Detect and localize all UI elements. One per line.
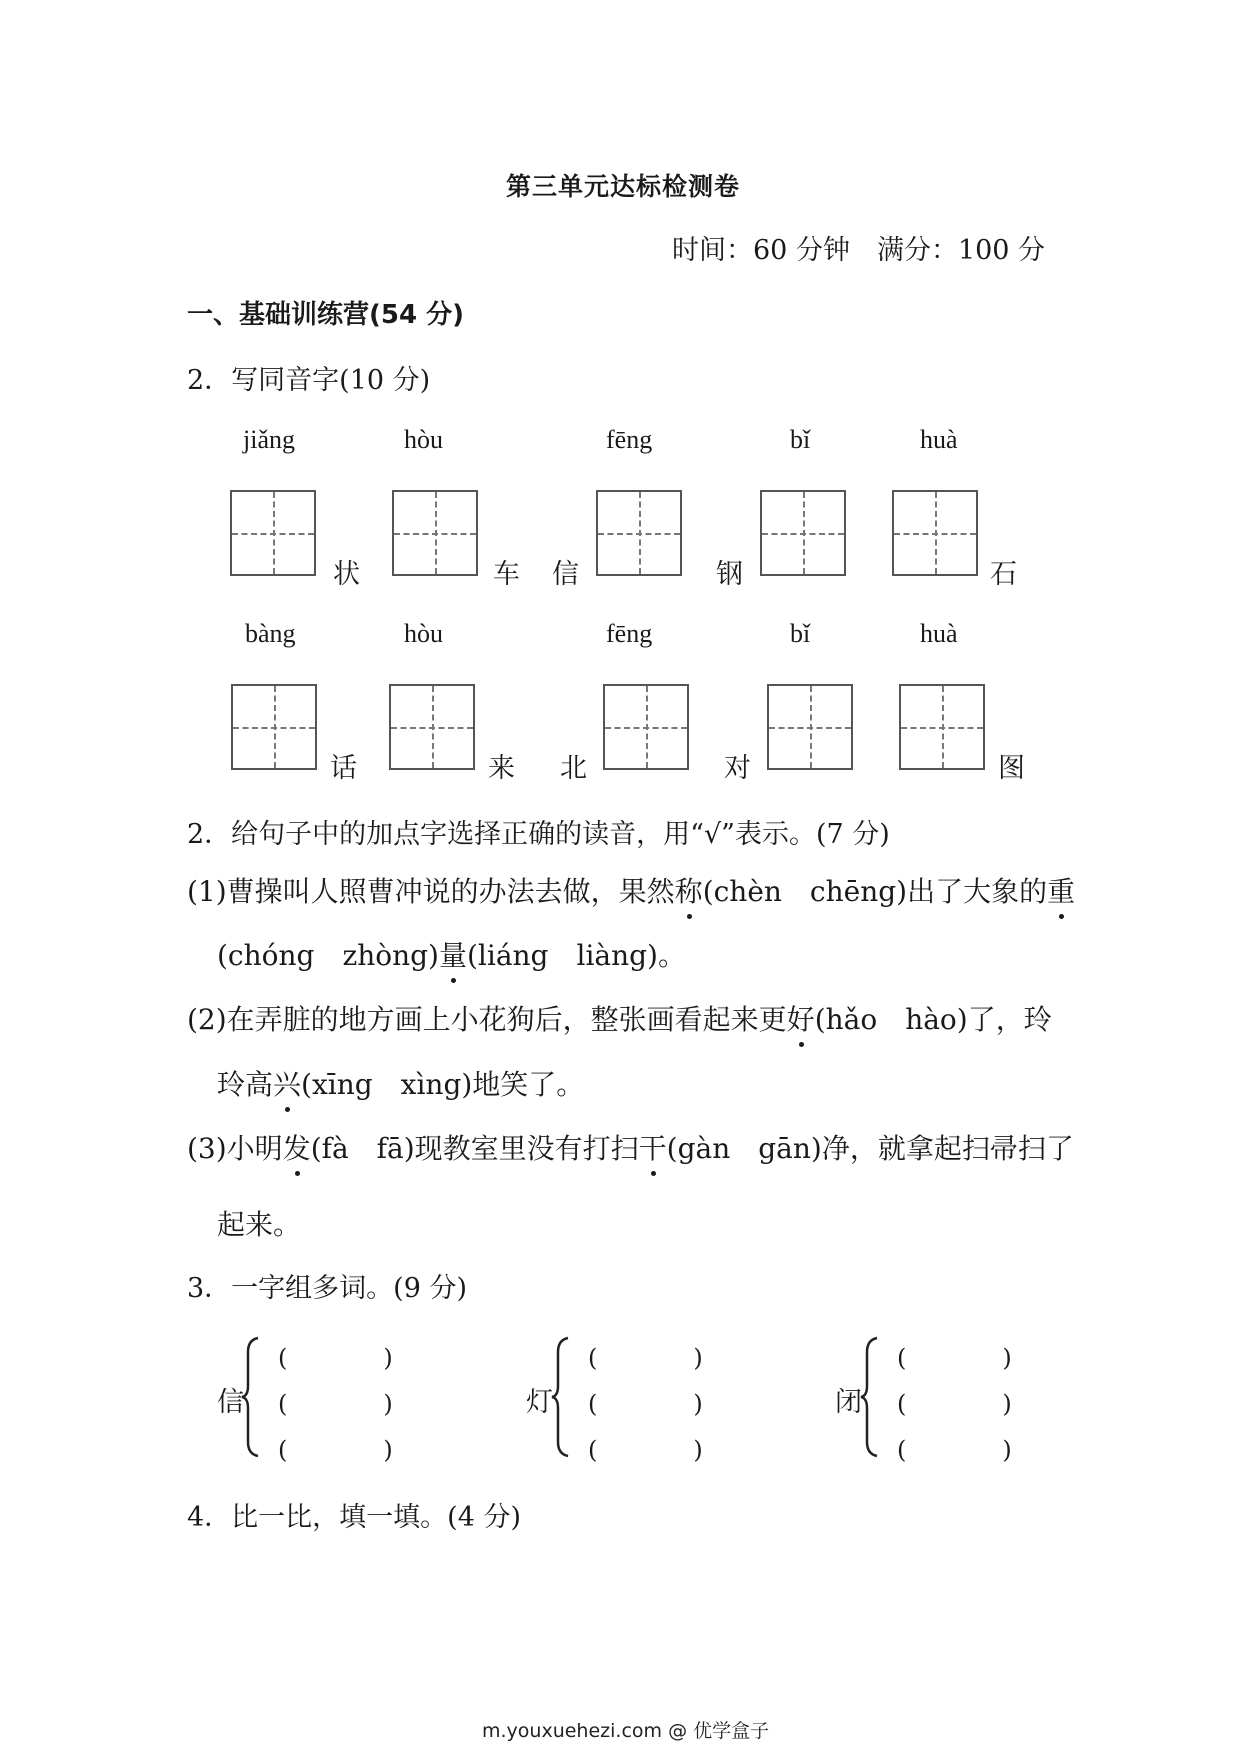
dotted-char: 称	[675, 870, 703, 910]
answer-blank[interactable]: ( )	[588, 1344, 703, 1372]
word-char: 石	[990, 559, 1017, 590]
sentence-text: (liáng liàng)。	[467, 939, 686, 972]
question-words-heading: 3．一字组多词。(9 分)	[187, 1273, 468, 1304]
reading-item-1-line-1	[187, 870, 1075, 910]
pinyin-label: bàng	[245, 619, 296, 648]
pinyin-label: bǐ	[790, 619, 811, 648]
answer-blank[interactable]: ( )	[588, 1390, 703, 1418]
sentence-text: (1)曹操叫人照曹冲说的办法去做，果然	[187, 875, 675, 908]
dotted-char: 重	[1047, 870, 1075, 910]
word-char: 北	[560, 753, 587, 784]
word-char: 图	[998, 753, 1025, 784]
answer-blank[interactable]: ( )	[897, 1344, 1012, 1372]
sentence-text: (chèn chēng)出了大象的	[702, 875, 1048, 908]
writing-box[interactable]	[899, 684, 985, 770]
reading-item-3-line-1	[187, 1127, 1074, 1167]
section-heading-basics: 一、基础训练营(54 分)	[187, 300, 464, 330]
word-char: 对	[724, 753, 751, 784]
writing-box[interactable]	[389, 684, 475, 770]
sentence-text: (2)在弄脏的地方画上小花狗后，整张画看起来更	[187, 1003, 787, 1036]
writing-box[interactable]	[231, 684, 317, 770]
writing-box[interactable]	[892, 490, 978, 576]
answer-blank[interactable]: ( )	[278, 1344, 393, 1372]
dotted-char: 量	[439, 934, 467, 974]
word-char: 钢	[716, 559, 743, 590]
writing-box[interactable]	[603, 684, 689, 770]
reading-item-1-line-2	[217, 934, 686, 974]
word-char: 状	[333, 559, 360, 590]
dotted-char: 发	[283, 1127, 311, 1167]
sentence-text: (gàn gān)净，就拿起扫帚扫了	[666, 1132, 1074, 1165]
dotted-char: 干	[639, 1127, 667, 1167]
reading-item-2-line-1	[187, 998, 1052, 1038]
sentence-text: (hǎo hào)了，玲	[814, 1003, 1052, 1036]
answer-blank[interactable]: ( )	[588, 1436, 703, 1464]
page-title: 第三单元达标检测卷	[506, 172, 741, 201]
base-char: 灯	[526, 1387, 553, 1418]
answer-blank[interactable]: ( )	[897, 1390, 1012, 1418]
pinyin-label: hòu	[404, 425, 443, 454]
curly-brace-icon	[859, 1336, 881, 1458]
writing-box[interactable]	[596, 490, 682, 576]
writing-box[interactable]	[767, 684, 853, 770]
pinyin-label: huà	[920, 619, 958, 648]
base-char: 信	[217, 1387, 244, 1418]
word-char: 车	[493, 559, 520, 590]
question-homophone-heading: 2．写同音字(10 分)	[187, 365, 431, 396]
curly-brace-icon	[240, 1336, 262, 1458]
base-char: 闭	[835, 1387, 862, 1418]
writing-box[interactable]	[230, 490, 316, 576]
time-score-info: 时间：60 分钟 满分：100 分	[672, 235, 1046, 266]
question-compare-heading: 4．比一比，填一填。(4 分)	[187, 1502, 522, 1533]
pinyin-label: fēng	[606, 619, 653, 648]
footer-watermark: m.youxuehezi.com @ 优学盒子	[482, 1720, 770, 1742]
word-char: 信	[552, 559, 579, 590]
curly-brace-icon	[550, 1336, 572, 1458]
sentence-text: (xīng xìng)地笑了。	[301, 1068, 585, 1101]
pinyin-label: hòu	[404, 619, 443, 648]
dotted-char: 兴	[273, 1063, 301, 1103]
reading-item-3-line-2: 起来。	[217, 1208, 302, 1241]
sentence-text: (chóng zhòng)	[217, 939, 439, 972]
sentence-text: 玲高	[217, 1068, 274, 1101]
pinyin-label: jiǎng	[243, 425, 295, 454]
writing-box[interactable]	[392, 490, 478, 576]
reading-item-2-line-2	[217, 1063, 584, 1103]
word-char: 来	[488, 753, 515, 784]
pinyin-label: bǐ	[790, 425, 811, 454]
dotted-char: 好	[787, 998, 815, 1038]
pinyin-label: fēng	[606, 425, 653, 454]
answer-blank[interactable]: ( )	[897, 1436, 1012, 1464]
answer-blank[interactable]: ( )	[278, 1436, 393, 1464]
word-char: 话	[330, 753, 357, 784]
answer-blank[interactable]: ( )	[278, 1390, 393, 1418]
sentence-text: (3)小明	[187, 1132, 283, 1165]
sentence-text: (fà fā)现教室里没有打扫	[310, 1132, 639, 1165]
pinyin-label: huà	[920, 425, 958, 454]
writing-box[interactable]	[760, 490, 846, 576]
question-reading-heading: 2．给句子中的加点字选择正确的读音，用“√”表示。(7 分)	[187, 819, 890, 850]
